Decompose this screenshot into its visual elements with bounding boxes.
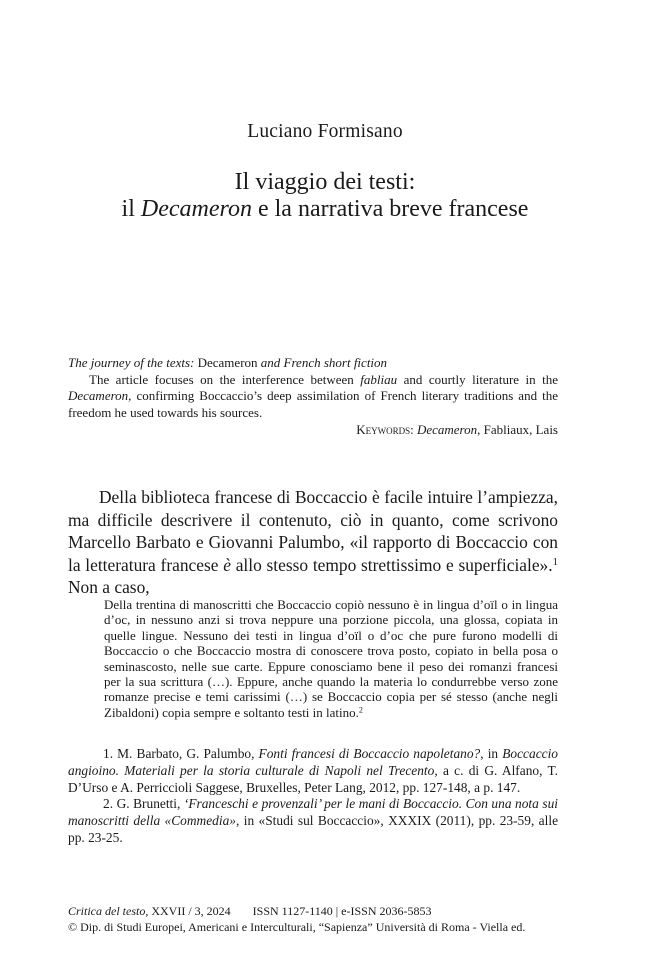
body-segment: Non a caso, (68, 577, 150, 597)
footnote-segment: ‘Franceschi e provenzali’ per le mani di Boccaccio. Con una nota sui manoscritti della «Commedia» (68, 796, 558, 829)
title-text: il (121, 196, 141, 222)
footer-copyright: © Dip. di Studi Europei, Americani e Interculturali, “Sapienza” Università di Roma - Viella ed. (68, 920, 526, 934)
keywords-label: Keywords: (356, 421, 414, 437)
footnote-segment: 2. G. Brunetti, (103, 796, 184, 812)
abstract-segment: , confirming Boccaccio’s deep assimilation of French literary traditions and the freedom he used towards his sources. (68, 388, 558, 421)
journal-issue: , XXVII / 3, 2024 (145, 904, 231, 918)
footnote-1 (68, 746, 558, 796)
abstract-title-text: The journey of the texts: (68, 355, 198, 370)
footnote-segment: , a c. di G. Alfano, T. D’Urso e A. Perriccioli Saggese, Bruxelles, Peter Lang, 2012, pp. 127-148, a p. 147. (68, 762, 558, 795)
page-footer (68, 903, 568, 935)
abstract-segment: and courtly literature in the (397, 371, 558, 387)
abstract-english-title (68, 355, 558, 372)
block-quote (104, 597, 558, 720)
body-segment: Della biblioteca francese di Boccaccio è facile intuire l’ampiezza, ma difficile descrivere il contenuto, ciò in quanto, come scrivono Marcello Barbato e Giovanni Palumbo, «il rapporto di Boccaccio con la letteratura francese (68, 487, 558, 575)
footnote-segment: 1. M. Barbato, G. Palumbo, (103, 746, 259, 761)
title-emphasis: Decameron (140, 196, 252, 222)
footnote-segment: , in (480, 746, 503, 761)
article-title-line-2 (0, 196, 650, 223)
body-segment: è (223, 554, 231, 575)
abstract-segment: The article focuses on the interference between (89, 371, 361, 387)
body-segment: allo stesso tempo strettissimo e superficiale». (230, 554, 553, 575)
footnote-2 (68, 796, 558, 846)
journal-issn: ISSN 1127-1140 | e-ISSN 2036-5853 (252, 904, 432, 918)
keyword: , Fabliaux, Lais (477, 421, 558, 437)
abstract-segment: Decameron (68, 388, 129, 404)
article-title-line-1: Il viaggio dei testi: (234, 169, 416, 195)
footnotes (68, 746, 558, 847)
abstract-title-text: Decameron (197, 355, 258, 370)
body-paragraph (68, 486, 558, 599)
abstract-text (68, 372, 558, 422)
footer-journal-line (68, 903, 568, 919)
title-text: e la narrativa breve francese (251, 196, 529, 222)
abstract-segment: fabliau (360, 371, 398, 387)
keywords (68, 422, 558, 439)
footnote-marker[interactable]: 1 (552, 555, 558, 568)
quote-text: Della trentina di manoscritti che Boccaccio copiò nessuno è in lingua d’oïl o in lingua d’oc, in nessuno anzi si trova neppure una porzione piccola, una glossa, copiata in quelle lingue. Nessuno dei testi in lingua d’oïl o d’oc che pure furono modelli di Boccaccio o che Boccaccio mostra di conoscere trova posto, copiato in bella posa o seminascosto, nelle sue carte. Eppure conosciamo bene il peso dei romanzi francesi per la sua scrittura (…). Eppure, anche quando la materia lo condurrebbe verso zone romanze precise e temi carissimi (…) se Boccaccio copia per sé stesso (anche negli Zibaldoni) copia sempre e soltanto testi in latino. (104, 597, 558, 720)
keyword: Decameron (416, 421, 478, 437)
abstract-title-text: and French short fiction (257, 355, 388, 370)
footnote-segment: Fonti francesi di Boccaccio napoletano? (258, 746, 481, 761)
journal-name: Critica del testo (68, 904, 146, 918)
author-name: Luciano Formisano (247, 121, 403, 142)
footnote-segment: , in «Studi sul Boccaccio», XXXIX (2011), pp. 23-59, alle pp. 23-25. (68, 813, 559, 845)
abstract (68, 355, 558, 439)
footnote-marker[interactable]: 2 (358, 705, 363, 715)
footnote-segment: Boccaccio angioino. Materiali per la storia culturale di Napoli nel Trecento (68, 746, 558, 778)
